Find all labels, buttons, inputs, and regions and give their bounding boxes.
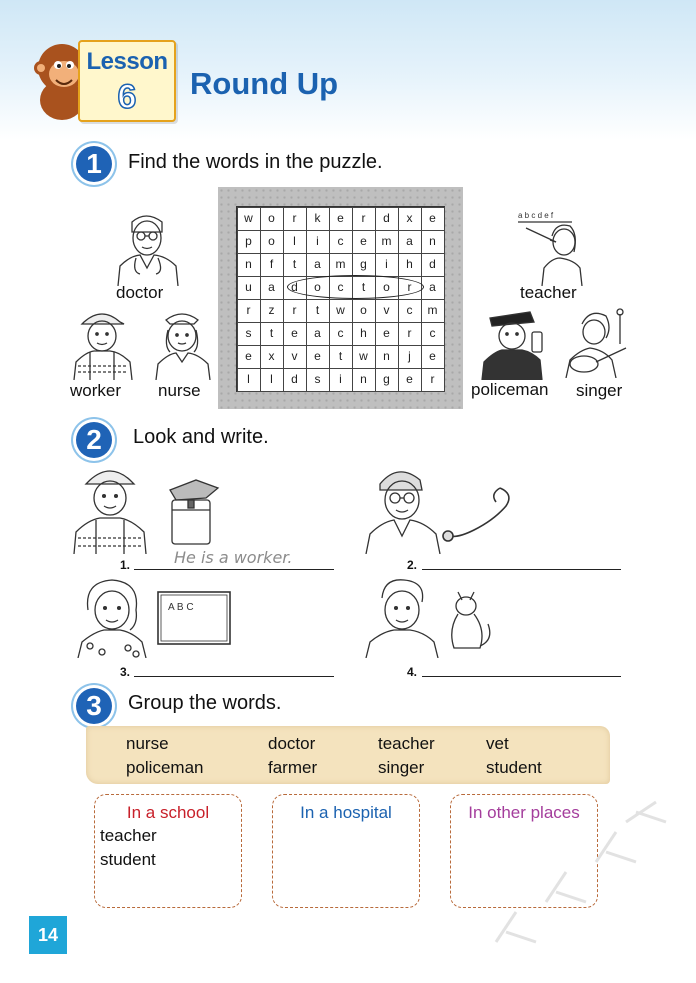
puzzle-cell[interactable]: d — [283, 276, 307, 300]
section-2-number: 2 — [76, 422, 112, 458]
puzzle-cell[interactable]: d — [283, 368, 307, 392]
blackboard-letters: a b c d e f — [518, 211, 554, 220]
puzzle-cell[interactable]: e — [352, 230, 376, 254]
label-policeman: policeman — [471, 380, 549, 399]
puzzle-cell[interactable]: s — [306, 368, 330, 392]
answer-1-text: He is a worker. — [174, 548, 293, 567]
board-letters: A B C — [168, 602, 194, 613]
puzzle-cell[interactable]: s — [237, 322, 261, 346]
puzzle-cell[interactable]: c — [398, 299, 422, 323]
puzzle-cell[interactable]: o — [306, 276, 330, 300]
cat-illustration — [440, 584, 496, 654]
puzzle-cell[interactable]: e — [421, 207, 445, 231]
label-doctor: doctor — [116, 283, 164, 302]
publisher-watermark — [476, 792, 676, 962]
puzzle-cell[interactable]: a — [260, 276, 284, 300]
section-1-instruction: Find the words in the puzzle. — [128, 151, 383, 173]
puzzle-cell[interactable]: v — [283, 345, 307, 369]
puzzle-cell[interactable]: h — [398, 253, 422, 277]
puzzle-cell[interactable]: e — [237, 345, 261, 369]
puzzle-cell[interactable]: u — [237, 276, 261, 300]
puzzle-cell[interactable]: t — [260, 322, 284, 346]
answer-line-1[interactable] — [134, 569, 334, 570]
puzzle-cell[interactable]: z — [260, 299, 284, 323]
puzzle-cell[interactable]: n — [421, 230, 445, 254]
label-nurse: nurse — [158, 381, 201, 400]
puzzle-cell[interactable]: h — [352, 322, 376, 346]
puzzle-cell[interactable]: l — [260, 368, 284, 392]
puzzle-cell[interactable]: m — [329, 253, 353, 277]
puzzle-cell[interactable]: f — [260, 253, 284, 277]
group-entry: student — [100, 850, 156, 869]
puzzle-cell[interactable]: r — [421, 368, 445, 392]
puzzle-cell[interactable]: e — [329, 207, 353, 231]
policeman-illustration — [478, 304, 552, 380]
puzzle-cell[interactable]: e — [306, 345, 330, 369]
circled-word-doctor — [287, 275, 424, 299]
puzzle-cell[interactable]: w — [352, 345, 376, 369]
puzzle-cell[interactable]: e — [398, 368, 422, 392]
puzzle-cell[interactable]: r — [352, 207, 376, 231]
word-item: student — [486, 758, 542, 777]
word-item: policeman — [126, 758, 204, 777]
puzzle-cell[interactable]: m — [421, 299, 445, 323]
item-2-number: 2. — [407, 558, 418, 572]
puzzle-cell[interactable]: o — [352, 299, 376, 323]
word-item: doctor — [268, 734, 316, 753]
item-1-number: 1. — [120, 558, 131, 572]
puzzle-cell[interactable]: r — [398, 322, 422, 346]
puzzle-cell[interactable]: r — [283, 299, 307, 323]
stethoscope-illustration — [440, 480, 516, 548]
puzzle-cell[interactable]: n — [375, 345, 399, 369]
item-3-number: 3. — [120, 665, 131, 679]
puzzle-cell[interactable]: a — [306, 322, 330, 346]
vet-portrait — [362, 574, 442, 658]
label-singer: singer — [576, 381, 623, 400]
puzzle-cell[interactable]: l — [237, 368, 261, 392]
puzzle-cell[interactable]: o — [375, 276, 399, 300]
teacher-portrait — [74, 576, 150, 658]
puzzle-cell[interactable]: c — [421, 322, 445, 346]
word-item: singer — [378, 758, 425, 777]
item-4-number: 4. — [407, 665, 418, 679]
puzzle-cell[interactable]: r — [237, 299, 261, 323]
puzzle-cell[interactable]: p — [237, 230, 261, 254]
puzzle-cell[interactable]: t — [329, 345, 353, 369]
blackboard-illustration — [156, 590, 232, 648]
puzzle-cell[interactable]: x — [398, 207, 422, 231]
page-number: 14 — [29, 916, 67, 954]
singer-illustration — [560, 304, 634, 378]
puzzle-cell[interactable]: i — [329, 368, 353, 392]
puzzle-cell[interactable]: c — [329, 230, 353, 254]
answer-line-2[interactable] — [422, 569, 621, 570]
word-item: nurse — [126, 734, 169, 753]
lesson-label: Lesson — [86, 48, 168, 75]
group-box-hospital[interactable] — [272, 794, 420, 908]
group-title-school: In a school — [126, 803, 210, 822]
answer-line-3[interactable] — [134, 676, 334, 677]
puzzle-cell[interactable]: x — [260, 345, 284, 369]
puzzle-cell[interactable]: g — [375, 368, 399, 392]
puzzle-cell[interactable]: d — [375, 207, 399, 231]
puzzle-cell[interactable]: n — [352, 368, 376, 392]
section-1-number: 1 — [76, 146, 112, 182]
word-puzzle-grid — [236, 206, 445, 392]
group-box-school[interactable] — [94, 794, 242, 908]
puzzle-cell[interactable]: o — [260, 230, 284, 254]
puzzle-cell[interactable]: w — [237, 207, 261, 231]
puzzle-cell[interactable]: l — [283, 230, 307, 254]
puzzle-cell[interactable]: n — [237, 253, 261, 277]
label-teacher: teacher — [520, 283, 577, 302]
word-item: teacher — [378, 734, 435, 753]
puzzle-cell[interactable]: t — [306, 299, 330, 323]
puzzle-cell[interactable]: m — [375, 230, 399, 254]
puzzle-cell[interactable]: a — [421, 276, 445, 300]
puzzle-cell[interactable]: t — [283, 253, 307, 277]
section-3-instruction: Group the words. — [128, 692, 282, 714]
puzzle-cell[interactable]: i — [306, 230, 330, 254]
puzzle-cell[interactable]: e — [283, 322, 307, 346]
toolbox-illustration — [160, 476, 224, 546]
worker-illustration — [70, 306, 136, 380]
puzzle-cell[interactable]: a — [398, 230, 422, 254]
puzzle-cell[interactable]: r — [398, 276, 422, 300]
puzzle-cell[interactable]: w — [329, 299, 353, 323]
doctor-portrait — [362, 460, 446, 554]
teacher-illustration — [512, 206, 594, 286]
puzzle-cell[interactable]: c — [329, 276, 353, 300]
group-entry: teacher — [100, 826, 157, 845]
lesson-number: 6 — [117, 78, 137, 116]
puzzle-cell[interactable]: c — [329, 322, 353, 346]
puzzle-cell[interactable]: r — [283, 207, 307, 231]
group-title-hospital: In a hospital — [300, 803, 392, 822]
label-worker: worker — [70, 381, 122, 400]
section-3-number: 3 — [76, 688, 112, 724]
puzzle-cell[interactable]: d — [421, 253, 445, 277]
page-title: Round Up — [190, 66, 339, 101]
puzzle-cell[interactable]: v — [375, 299, 399, 323]
worker-portrait — [70, 462, 152, 554]
group-title-other-places: In other places — [468, 803, 580, 822]
puzzle-cell[interactable]: j — [398, 345, 422, 369]
word-item: vet — [486, 734, 509, 753]
nurse-illustration — [150, 306, 214, 380]
puzzle-cell[interactable]: i — [375, 253, 399, 277]
doctor-illustration — [106, 208, 186, 286]
puzzle-cell[interactable]: g — [352, 253, 376, 277]
answer-line-4[interactable] — [422, 676, 621, 677]
puzzle-cell[interactable]: a — [306, 253, 330, 277]
puzzle-cell[interactable]: k — [306, 207, 330, 231]
puzzle-cell[interactable]: t — [352, 276, 376, 300]
puzzle-cell[interactable]: e — [375, 322, 399, 346]
section-2-instruction: Look and write. — [133, 426, 269, 448]
word-item: farmer — [268, 758, 318, 777]
puzzle-cell[interactable]: o — [260, 207, 284, 231]
puzzle-cell[interactable]: e — [421, 345, 445, 369]
lesson-badge — [78, 40, 176, 122]
